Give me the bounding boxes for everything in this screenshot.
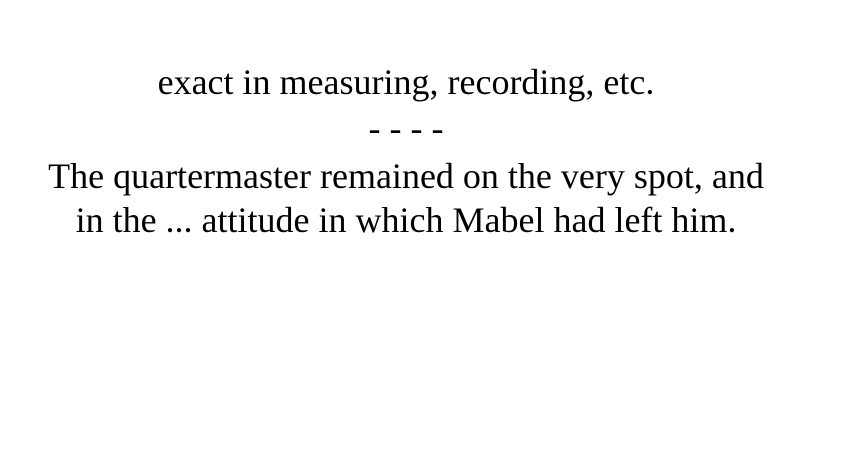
- separator-dashes: - - - -: [368, 108, 444, 148]
- example-sentence: The quartermaster remained on the very spot, and in the ... attitude in which Mabel had left him.: [48, 156, 764, 240]
- definition-text: exact in measuring, recording, etc.: [157, 62, 655, 102]
